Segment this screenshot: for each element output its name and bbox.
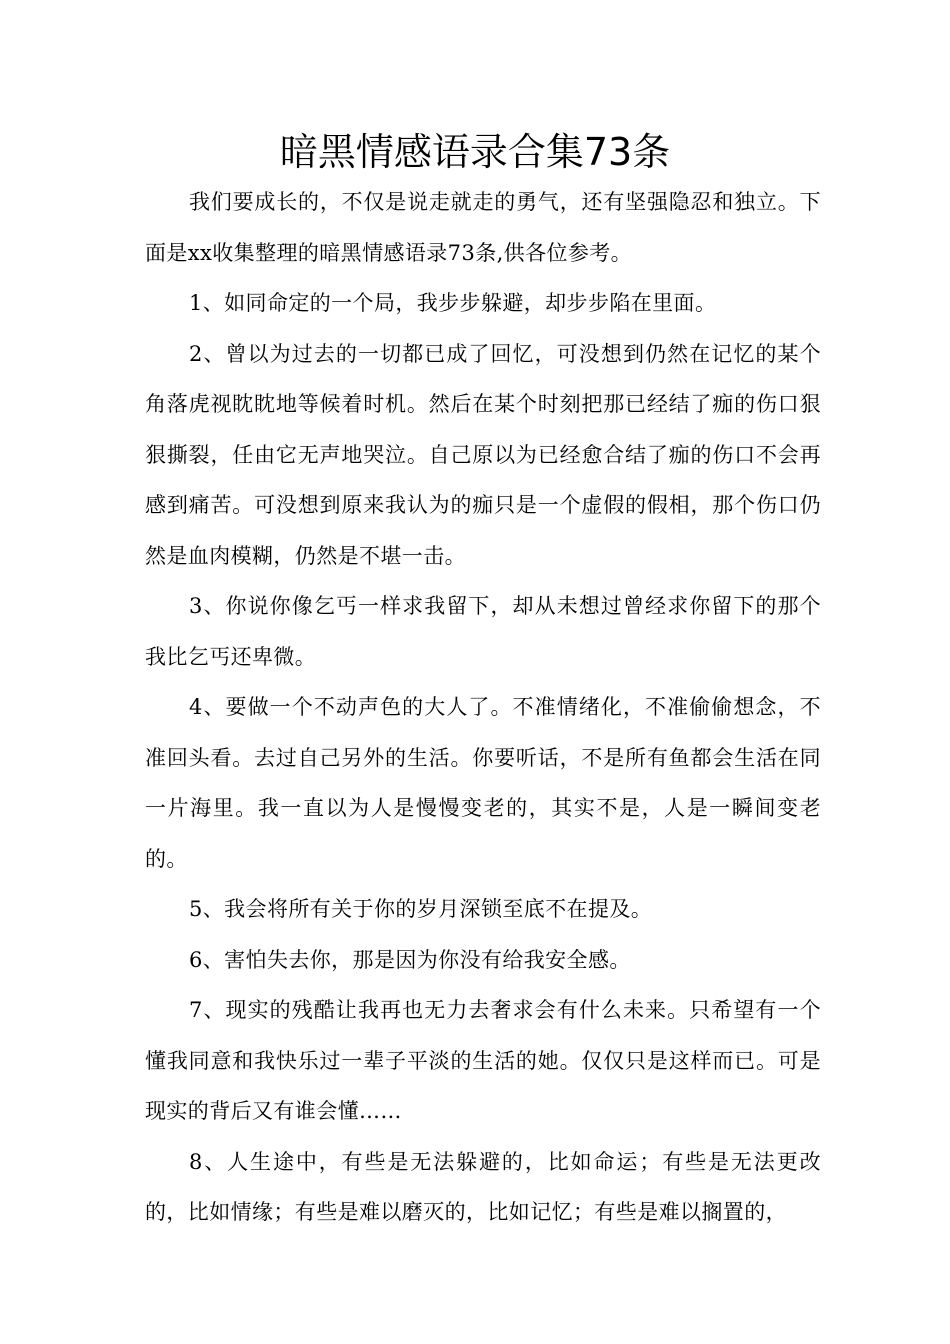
quote-paragraph-7: 7、现实的残酷让我再也无力去奢求会有什么未来。只希望有一个懂我同意和我快乐过一辈子平淡的生活的她。仅仅只是这样而已。可是现实的背后又有谁会懂……: [145, 998, 821, 1123]
quote-paragraph-6: 6、害怕失去你，那是因为你没有给我安全感。: [189, 947, 631, 972]
document-title: 暗黑情感语录合集73条: [279, 130, 671, 174]
quote-paragraph-4: 4、要做一个不动声色的大人了。不准情绪化，不准偷偷想念，不准回头看。去过自己另外的生活。你要听话，不是所有鱼都会生活在同一片海里。我一直以为人是慢慢变老的，其实不是，人是一瞬间变老的。: [145, 695, 821, 871]
intro-paragraph: 我们要成长的，不仅是说走就走的勇气，还有坚强隐忍和独立。下面是xx收集整理的暗黑情感语录73条,供各位参考。: [145, 190, 821, 265]
document-body: [145, 177, 821, 1238]
quote-paragraph-3: 3、你说你像乞丐一样求我留下，却从未想过曾经求你留下的那个我比乞丐还卑微。: [145, 594, 821, 669]
quote-paragraph-1: 1、如同命定的一个局，我步步躲避，却步步陷在里面。: [189, 291, 717, 315]
quote-paragraph-5: 5、我会将所有关于你的岁月深锁至底不在提及。: [189, 897, 653, 921]
quote-paragraph-2: 2、曾以为过去的一切都已成了回忆，可没想到仍然在记忆的某个角落虎视眈眈地等候着时机。然后在某个时刻把那已经结了痂的伤口狠狠撕裂，任由它无声地哭泣。自己原以为已经愈合结了痂的伤口不会再感到痛苦。可没想到原来我认为的痂只是一个虚假的假相，那个伤口仍然是血肉模糊，仍然是不堪一击。: [145, 341, 821, 568]
quote-paragraph-8: 8、人生途中，有些是无法躲避的，比如命运；有些是无法更改的，比如情缘；有些是难以磨灭的，比如记忆；有些是难以搁置的，: [145, 1149, 821, 1224]
